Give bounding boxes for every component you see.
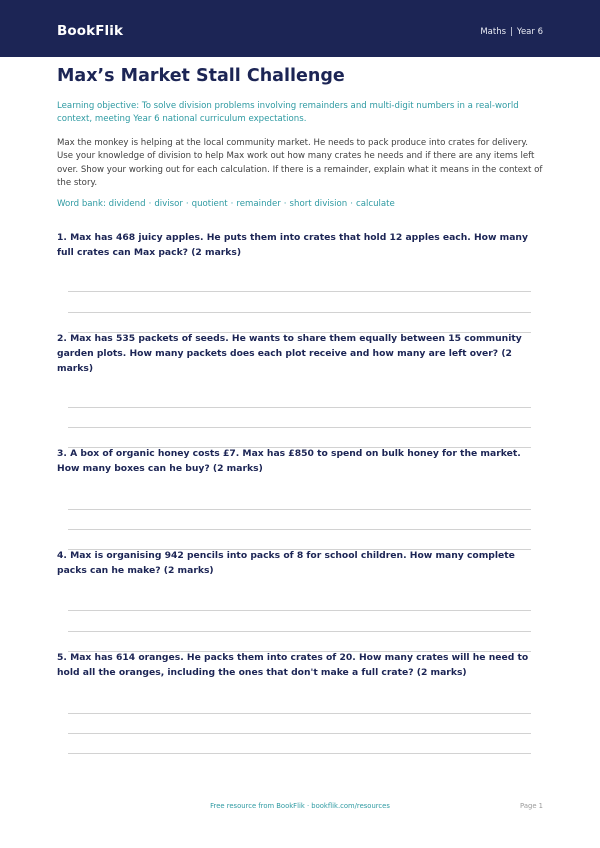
answer-line[interactable] [68, 733, 531, 734]
footer-credit: Free resource from BookFlik · bookflik.com/resources [210, 802, 390, 810]
word-bank-separator: · [350, 199, 353, 209]
brand-logo-text: BookFlik [57, 23, 124, 39]
word-bank-term: dividend [108, 199, 146, 209]
word-bank [57, 199, 395, 209]
question-5: 5. Max has 614 oranges. He packs them into crates of 20. How many crates will he need to hold all the oranges, including the ones that don't make a full crate? (2 marks) [57, 652, 529, 678]
word-bank-term: quotient [191, 199, 228, 209]
learning-objective: Learning objective: To solve division problems involving remainders and multi-digit numbers in a real-world context, meeting Year 6 national curriculum expectations. [57, 101, 519, 124]
answer-line[interactable] [68, 509, 531, 510]
word-bank-separator: · [283, 199, 287, 209]
word-bank-separator: · [148, 199, 152, 209]
question-4: 4. Max is organising 942 pencils into packs of 8 for school children. How many complete packs can he make? (2 marks) [57, 550, 515, 576]
word-bank-separator: · [230, 199, 234, 209]
answer-line[interactable] [68, 631, 531, 632]
answer-line[interactable] [68, 427, 531, 428]
intro-paragraph: Max the monkey is helping at the local community market. He needs to pack produce into crates for delivery. Use your knowledge of division to help Max work out how many crates he needs and if there are any items left over. Show your working out for each calculation. If there is a remainder, explain what it means in the context of the story. [57, 138, 543, 188]
word-bank-term: short division [289, 199, 348, 209]
answer-line[interactable] [68, 753, 531, 754]
answer-line[interactable] [68, 407, 531, 408]
meta-separator: | [510, 27, 513, 37]
word-bank-separator: · [185, 199, 189, 209]
answer-line[interactable] [68, 713, 531, 714]
question-2: 2. Max has 535 packets of seeds. He wants to share them equally between 15 community garden plots. How many packets does each plot receive and how many are left over? (2 marks) [57, 333, 522, 374]
page-title: Max’s Market Stall Challenge [57, 66, 345, 86]
year-label: Year 6 [516, 27, 543, 37]
word-bank-term: calculate [355, 199, 395, 209]
answer-line[interactable] [68, 291, 531, 292]
answer-line[interactable] [68, 529, 531, 530]
answer-line[interactable] [68, 610, 531, 611]
word-bank-term: remainder [236, 199, 281, 209]
word-bank-label: Word bank: [57, 199, 106, 209]
page-header [0, 0, 600, 57]
subject-year-label [480, 27, 543, 37]
answer-line[interactable] [68, 312, 531, 313]
subject-label: Maths [480, 27, 507, 37]
question-3: 3. A box of organic honey costs £7. Max has £850 to spend on bulk honey for the market. How many boxes can he buy? (2 marks) [57, 448, 521, 474]
page-number: Page 1 [520, 802, 543, 810]
word-bank-term: divisor [154, 199, 183, 209]
question-1: 1. Max has 468 juicy apples. He puts them into crates that hold 12 apples each. How many full crates can Max pack? (2 marks) [57, 232, 528, 258]
